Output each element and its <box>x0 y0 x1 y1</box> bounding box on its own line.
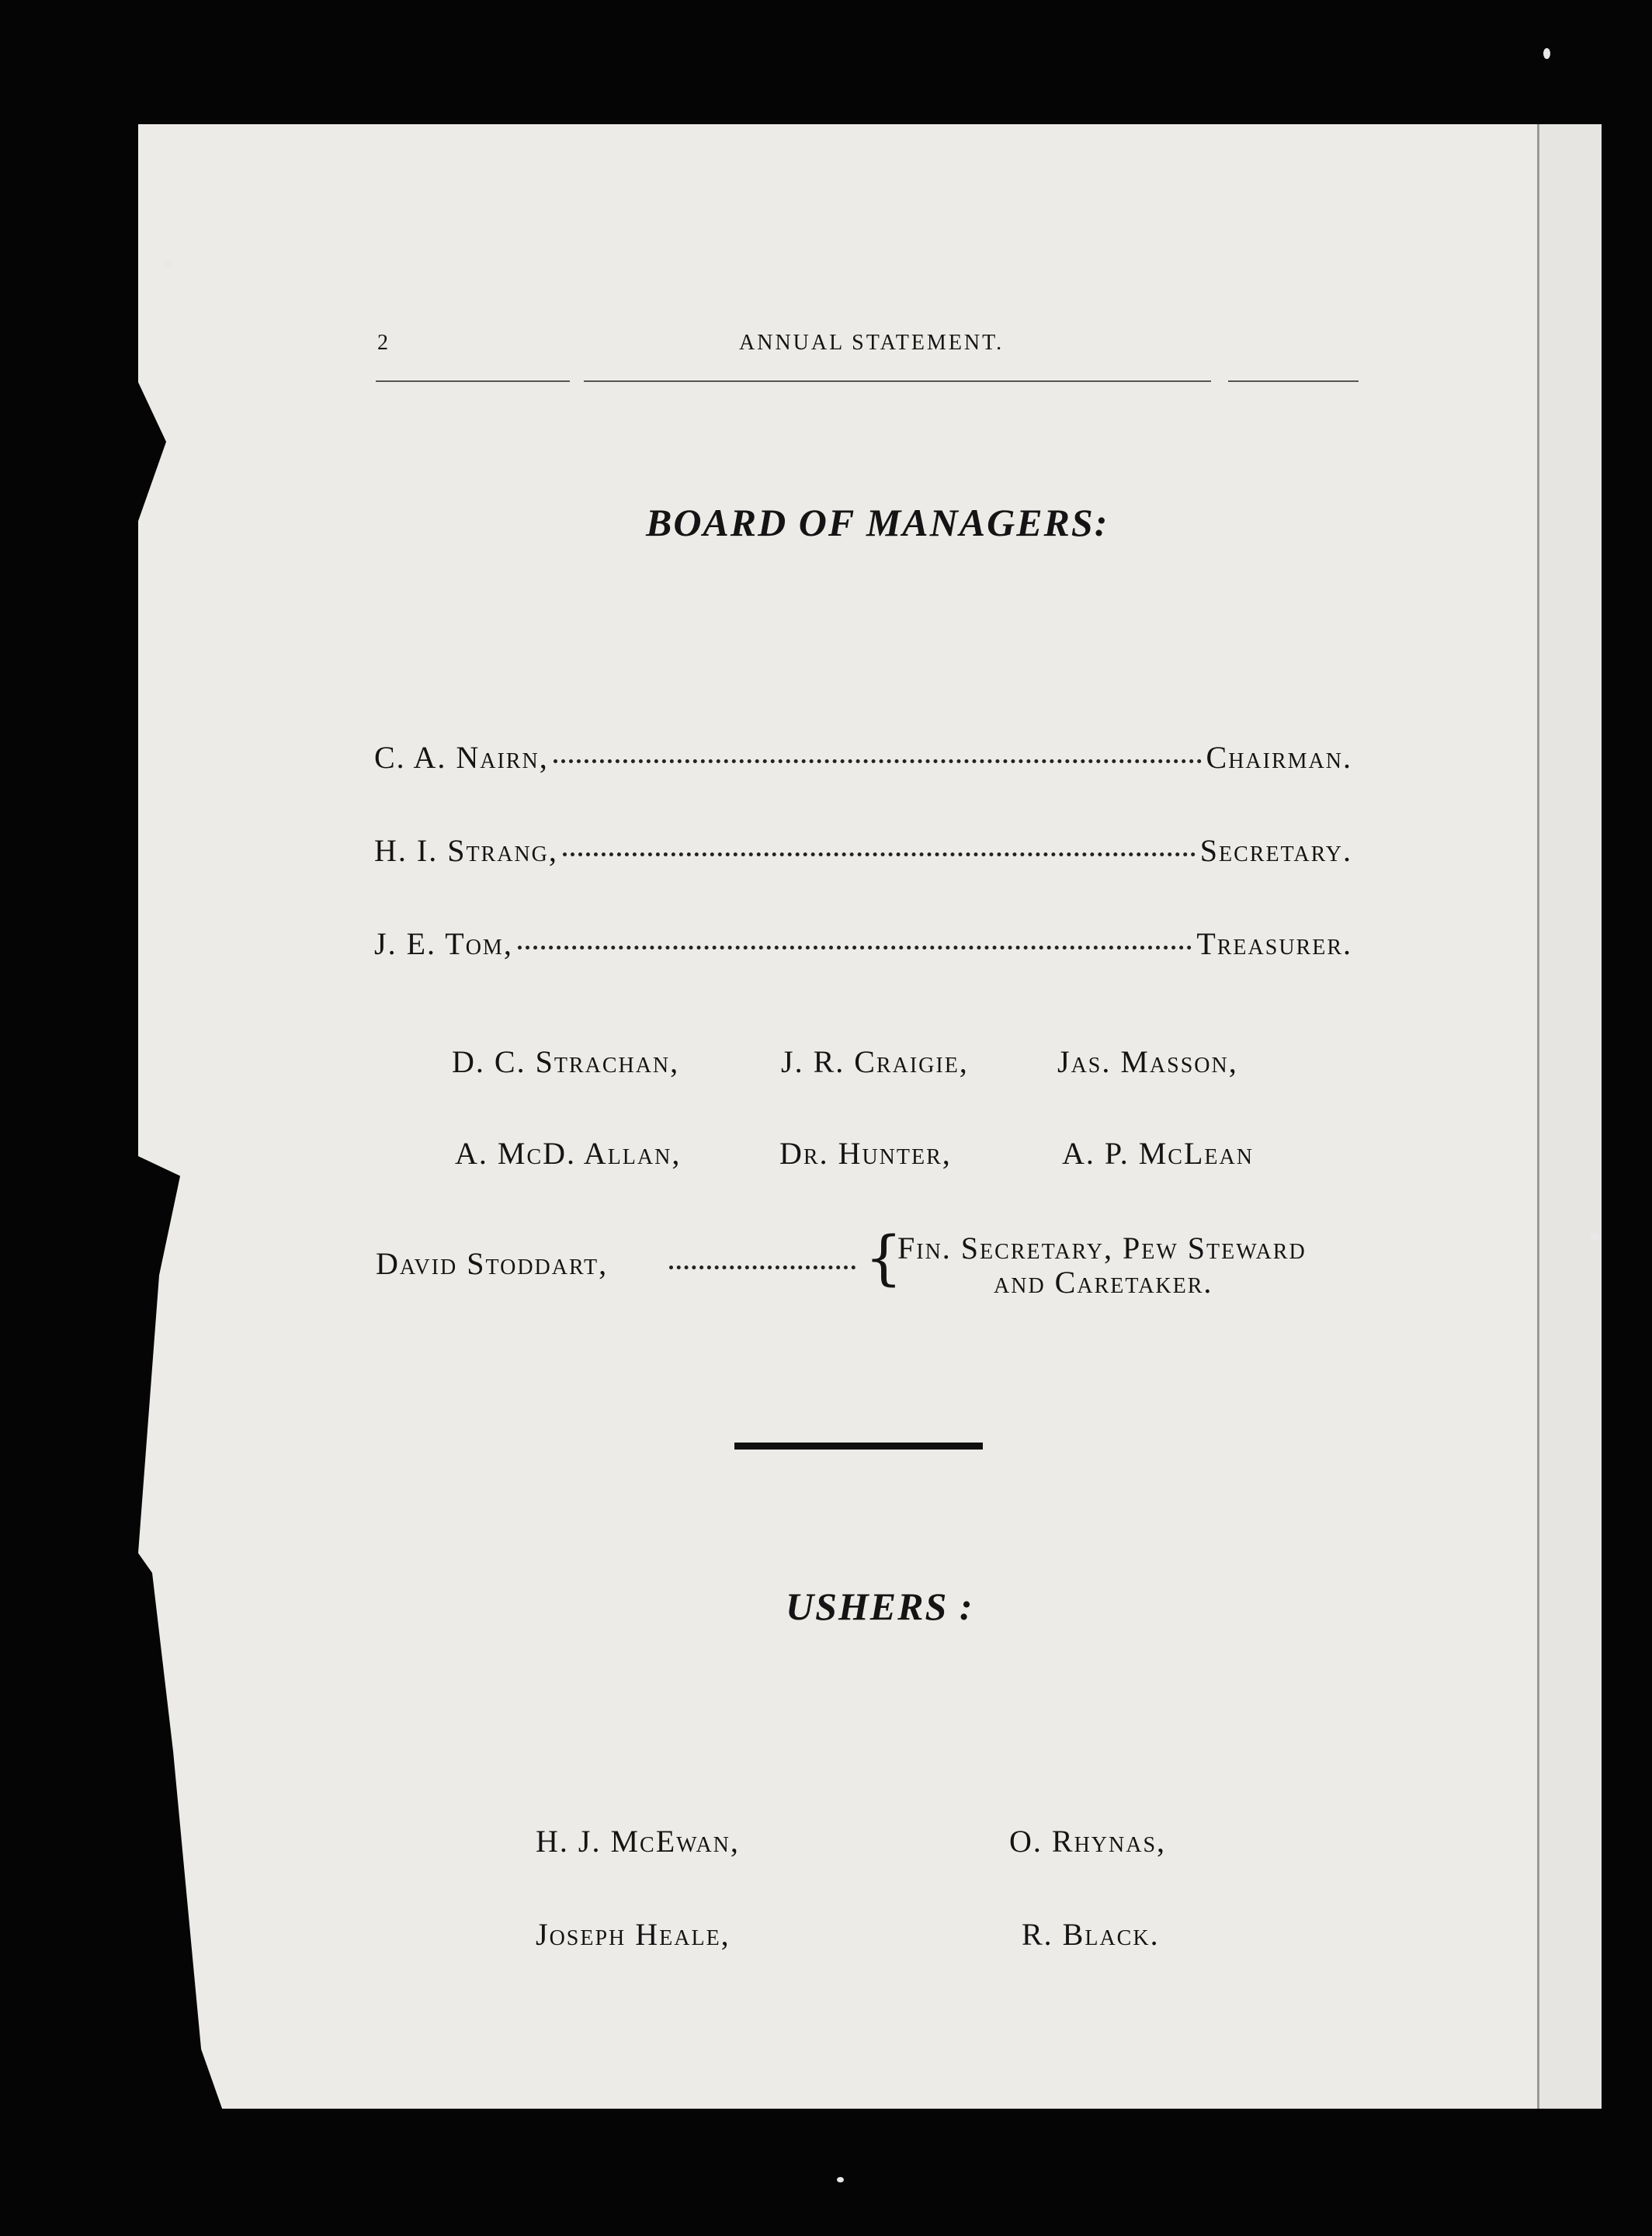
header-rule <box>1228 380 1359 382</box>
board-heading: BOARD OF MANAGERS: <box>646 501 1109 544</box>
facing-page-edge <box>1537 124 1602 2109</box>
officer-role: Secretary. <box>1199 833 1352 868</box>
officer-row <box>374 739 1352 776</box>
stoddart-role-line2: and Caretaker. <box>994 1265 1213 1300</box>
officer-role: Chairman. <box>1206 740 1352 775</box>
officer-role: Treasurer. <box>1196 926 1352 961</box>
stoddart-role-line1: Fin. Secretary, Pew Steward <box>897 1231 1307 1266</box>
header-rule <box>584 380 1211 382</box>
dot-leader <box>669 1266 856 1269</box>
usher-name: R. Black. <box>1022 1917 1160 1952</box>
officer-name: H. I. Strang, <box>374 833 558 868</box>
member-name: Jas. Masson, <box>1057 1044 1238 1079</box>
member-name: D. C. Strachan, <box>452 1044 680 1079</box>
dust-speck <box>1543 48 1550 59</box>
page-number: 2 <box>377 331 390 355</box>
dust-speck <box>837 2177 844 2182</box>
brace-icon: { <box>865 1223 903 1292</box>
officer-name: C. A. Nairn, <box>374 740 549 775</box>
officer-name: J. E. Tom, <box>374 926 513 961</box>
officer-row <box>374 832 1352 869</box>
document-page <box>138 124 1537 2109</box>
dot-leader <box>554 759 1202 763</box>
dust-speck <box>165 261 171 267</box>
dot-leader <box>563 852 1196 856</box>
member-name: A. P. McLean <box>1062 1136 1254 1171</box>
member-name: J. R. Craigie, <box>781 1044 969 1079</box>
header-rule <box>376 380 570 382</box>
dust-speck <box>1590 1233 1599 1241</box>
section-divider <box>734 1443 983 1450</box>
member-name: A. McD. Allan, <box>455 1136 682 1171</box>
usher-name: Joseph Heale, <box>536 1917 731 1952</box>
dot-leader <box>518 946 1192 950</box>
officer-row <box>374 925 1352 962</box>
usher-name: O. Rhynas, <box>1009 1824 1167 1859</box>
ushers-heading: USHERS : <box>786 1585 974 1628</box>
member-name: Dr. Hunter, <box>779 1136 952 1171</box>
running-head: ANNUAL STATEMENT. <box>739 331 1005 355</box>
stoddart-name: David Stoddart, <box>376 1246 609 1281</box>
usher-name: H. J. McEwan, <box>536 1824 740 1859</box>
